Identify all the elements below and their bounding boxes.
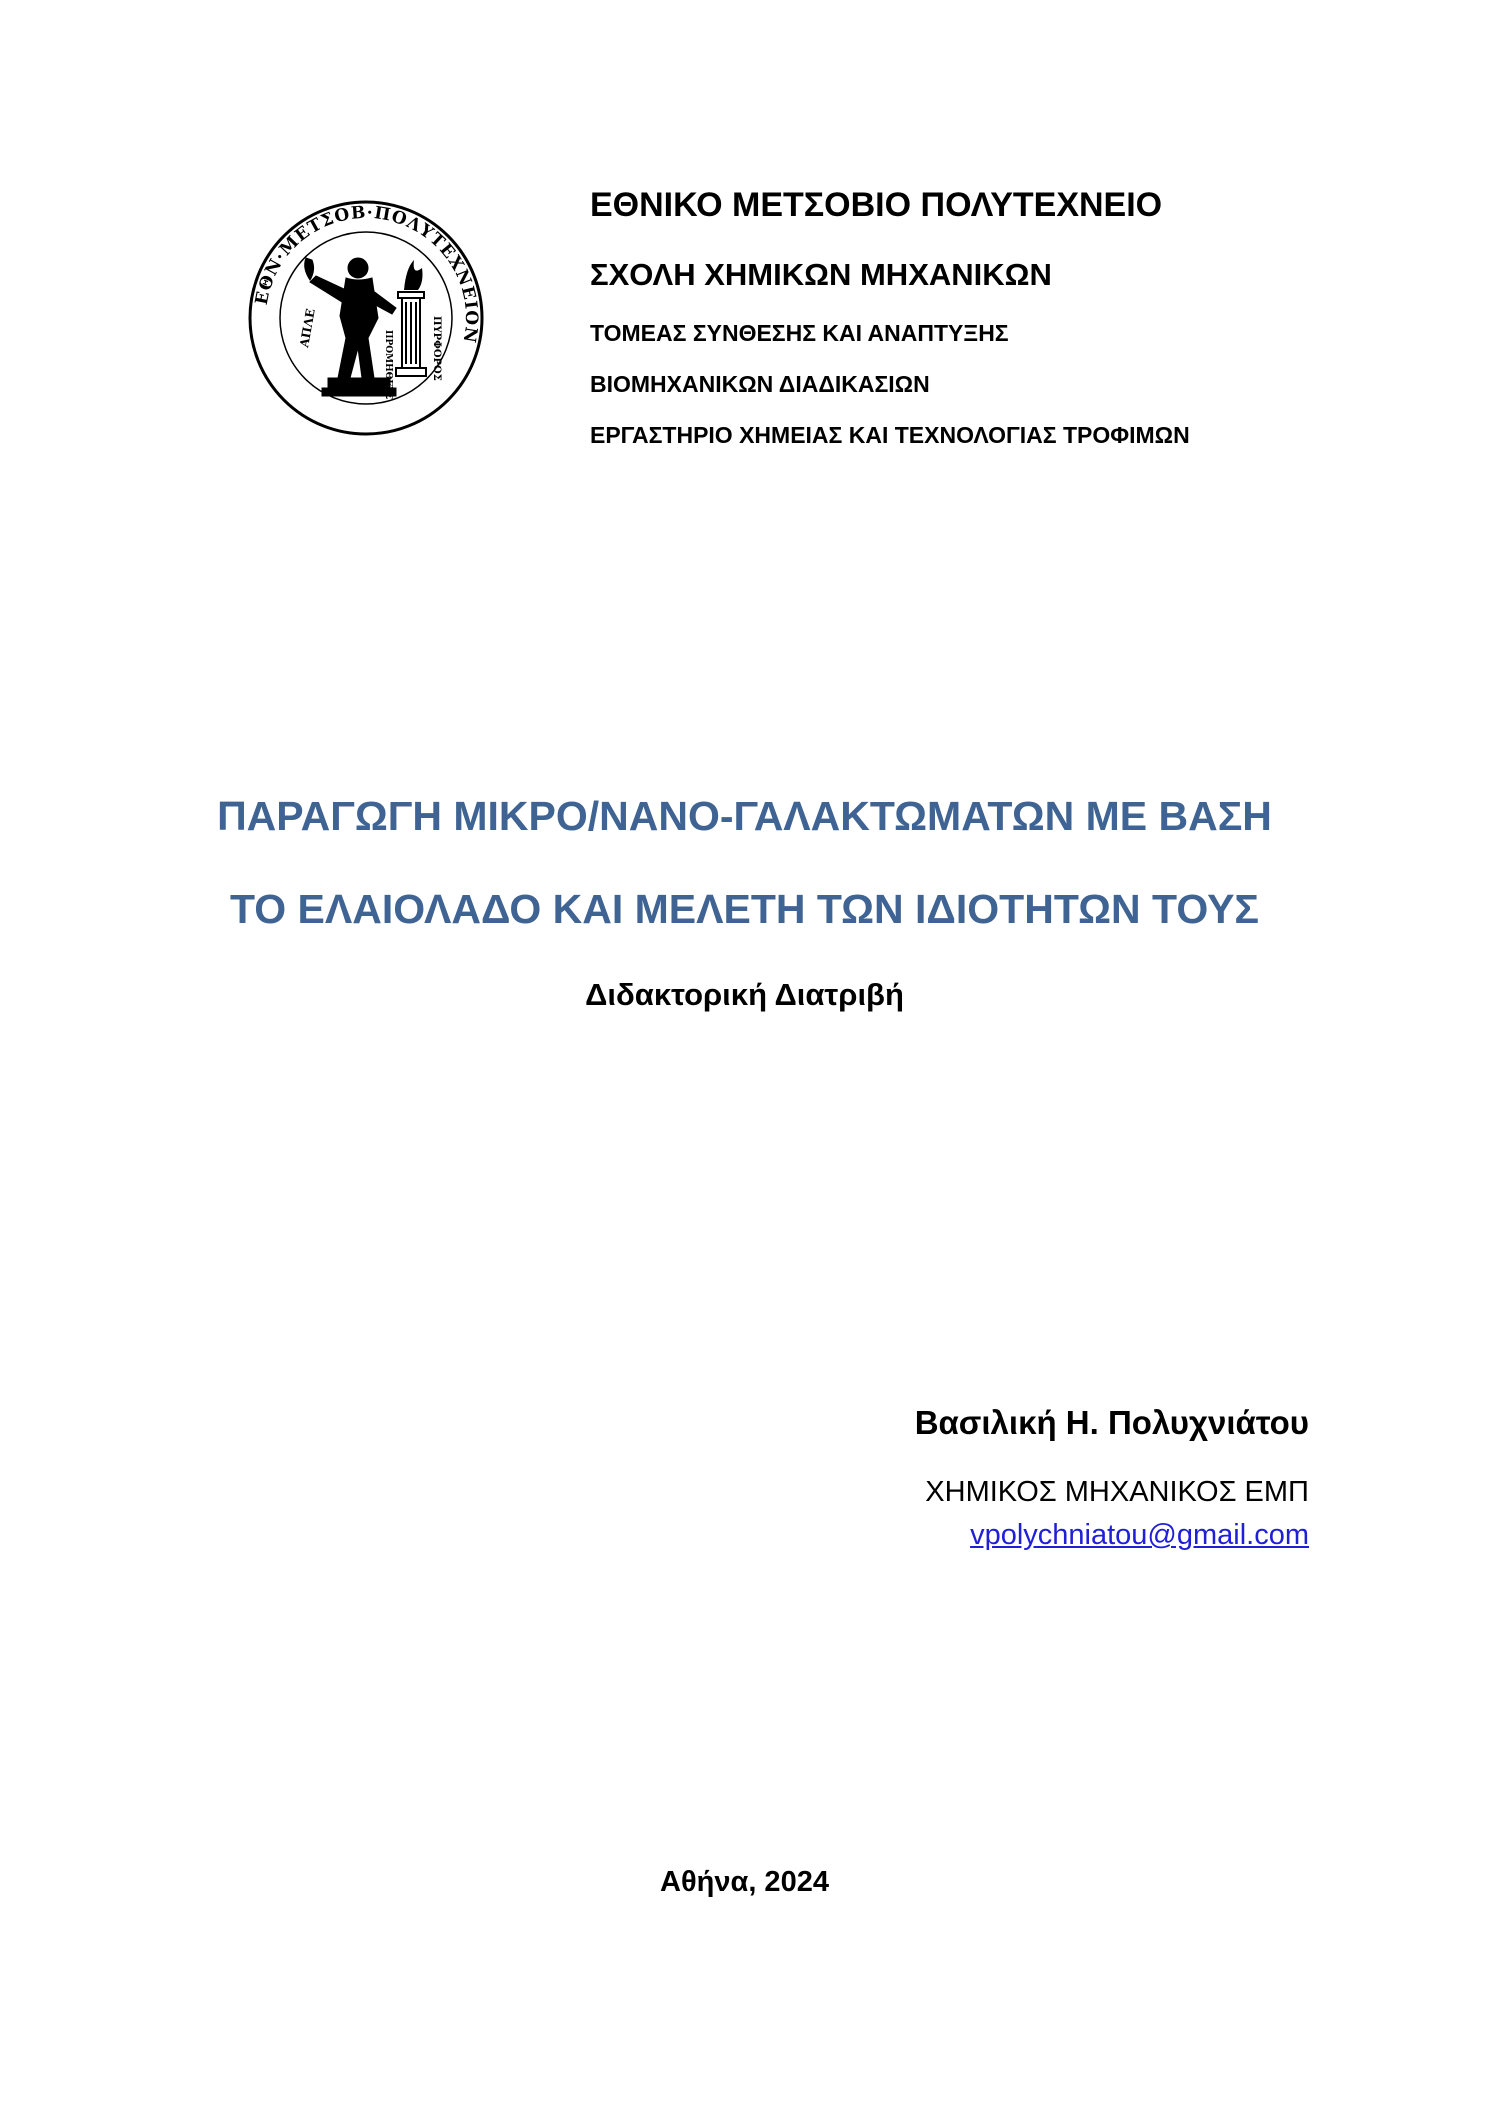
place-date: Αθήνα, 2024 <box>660 1866 829 1898</box>
svg-text:ΑΠΛΕ: ΑΠΛΕ <box>297 307 318 349</box>
svg-text:ΠΥΡΦΟΡΟΣ: ΠΥΡΦΟΡΟΣ <box>431 316 442 381</box>
division-name-line2: ΒΙΟΜΗΧΑΝΙΚΩΝ ΔΙΑΔΙΚΑΣΙΩΝ <box>590 371 930 397</box>
division-name-line1: ΤΟΜΕΑΣ ΣΥΝΘΕΣΗΣ ΚΑΙ ΑΝΑΠΤΥΞΗΣ <box>590 320 1009 346</box>
author-degree: ΧΗΜΙΚΟΣ ΜΗΧΑΝΙΚΟΣ ΕΜΠ <box>925 1476 1309 1508</box>
svg-text:ΠΡΟΜΗΘΕΥΣ: ΠΡΟΜΗΘΕΥΣ <box>383 330 393 400</box>
school-name: ΣΧΟΛΗ ΧΗΜΙΚΩΝ ΜΗΧΑΝΙΚΩΝ <box>590 257 1052 292</box>
thesis-title-line1: ΠΑΡΑΓΩΓΗ ΜΙΚΡΟ/ΝΑΝΟ-ΓΑΛΑΚΤΩΜΑΤΩΝ ΜΕ ΒΑΣΗ <box>217 793 1272 839</box>
thesis-title-line2: ΤΟ ΕΛΑΙΟΛΑΔΟ ΚΑΙ ΜΕΛΕΤΗ ΤΩΝ ΙΔΙΟΤΗΤΩΝ ΤΟΥΣ <box>229 886 1260 932</box>
laboratory-name: ΕΡΓΑΣΤΗΡΙΟ ΧΗΜΕΙΑΣ ΚΑΙ ΤΕΧΝΟΛΟΓΙΑΣ ΤΡΟΦΙΜΩΝ <box>590 422 1190 448</box>
svg-text:ΕΘΝ·ΜΕΤΣΟΒ·ΠΟΛΥΤΕΧΝΕΙΟΝ: ΕΘΝ·ΜΕΤΣΟΒ·ΠΟΛΥΤΕΧΝΕΙΟΝ <box>251 202 482 345</box>
university-name: ΕΘΝΙΚΟ ΜΕΤΣΟΒΙΟ ΠΟΛΥΤΕΧΝΕΙΟ <box>590 186 1163 224</box>
university-seal-icon <box>246 198 486 438</box>
author-email-link[interactable]: vpolychniatou@gmail.com <box>970 1519 1309 1551</box>
author-name: Βασιλική Η. Πολυχνιάτου <box>914 1404 1309 1441</box>
thesis-type: Διδακτορική Διατριβή <box>585 977 904 1012</box>
